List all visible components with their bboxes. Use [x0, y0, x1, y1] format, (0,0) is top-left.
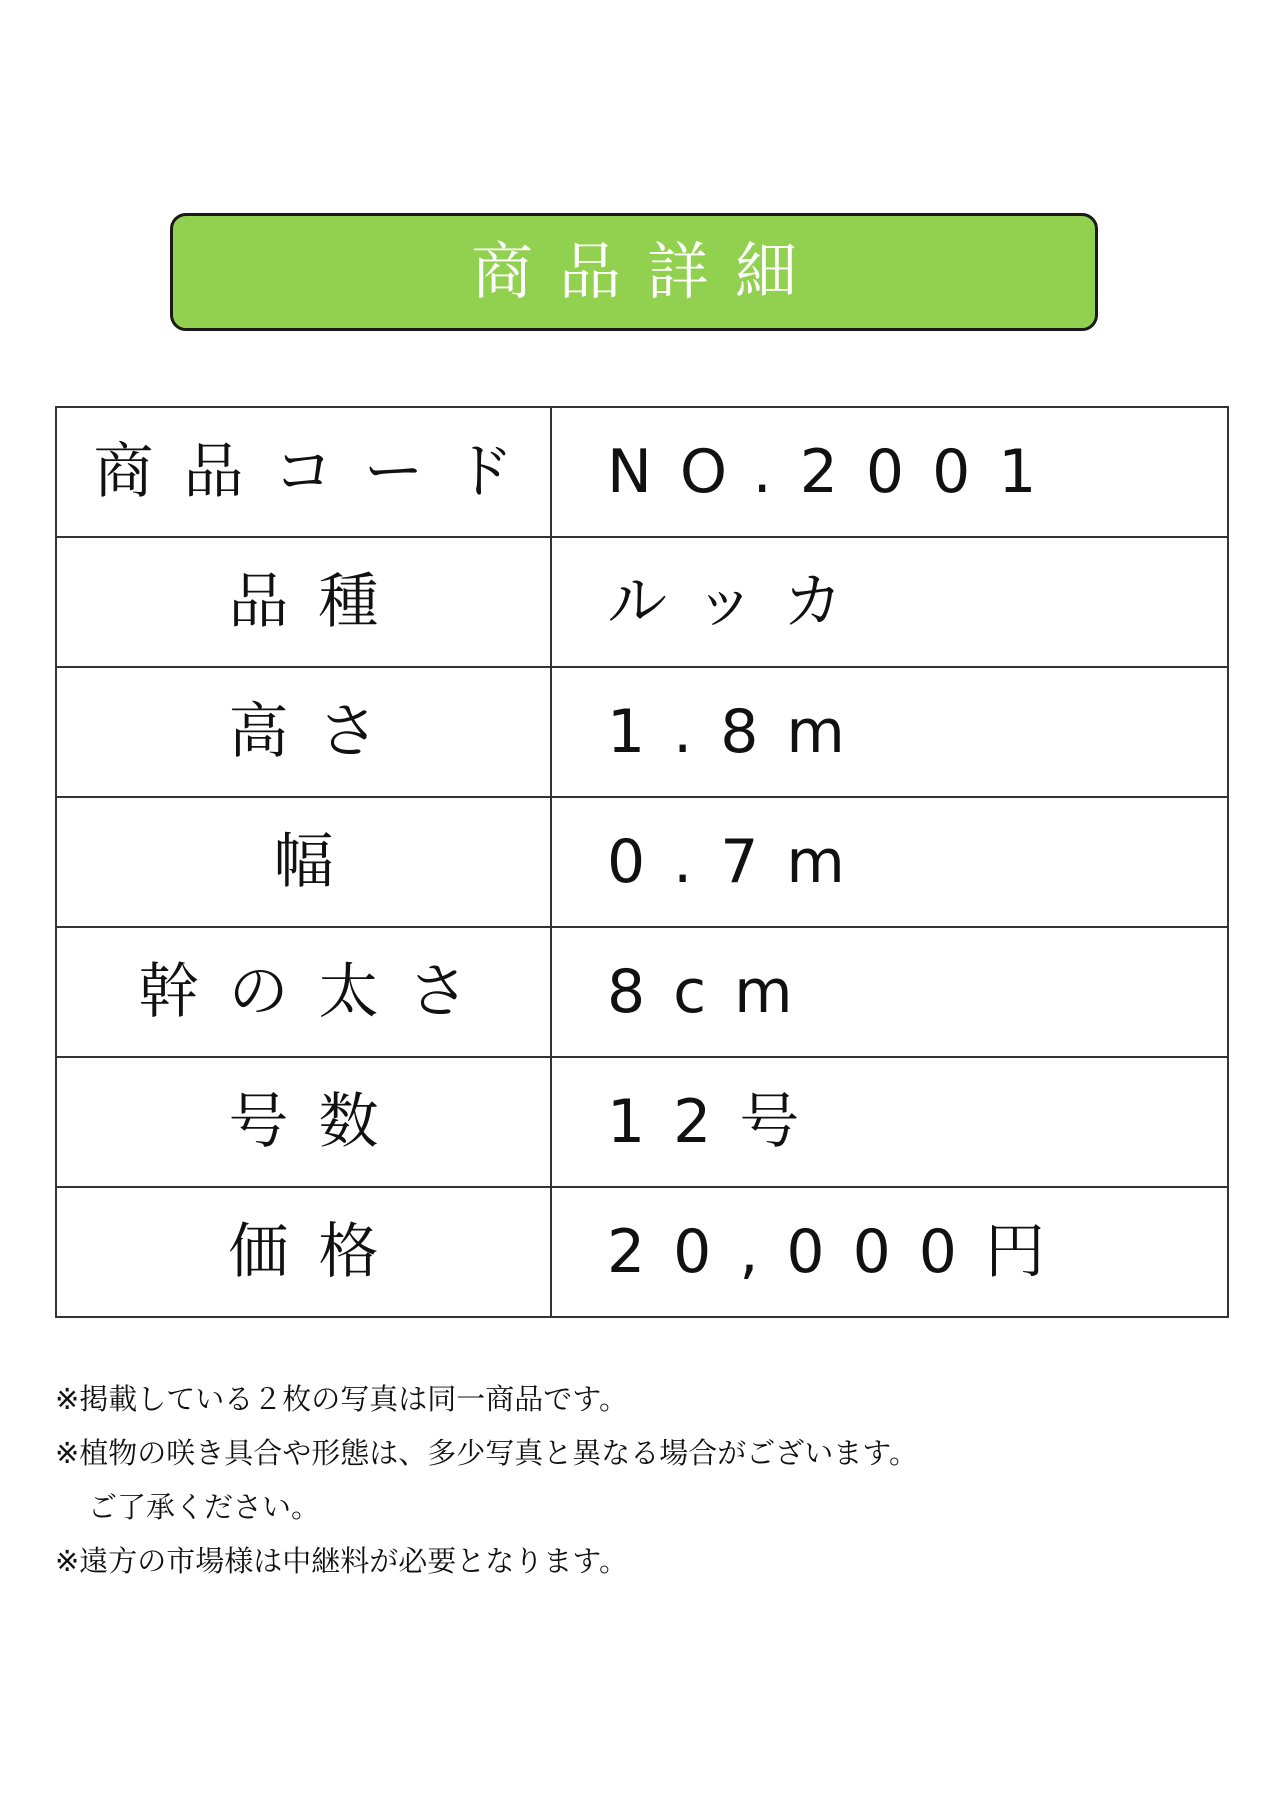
table-row-height: [56, 667, 1228, 797]
table-row-trunk-thickness: [56, 927, 1228, 1057]
row-value: 1.8m: [551, 667, 1228, 797]
title-banner: [170, 213, 1098, 331]
row-label: 高さ: [56, 667, 551, 797]
row-label: 幅: [56, 797, 551, 927]
row-value: ルッカ: [551, 537, 1228, 667]
table-row-price: [56, 1187, 1228, 1317]
table-row-product-code: [56, 407, 1228, 537]
row-value: 12号: [551, 1057, 1228, 1187]
row-label: 幹の太さ: [56, 927, 551, 1057]
row-label: 価格: [56, 1187, 551, 1317]
note-line: ※遠方の市場様は中継料が必要となります。: [55, 1543, 628, 1578]
row-value: NO.2001: [551, 407, 1228, 537]
table-row-variety: [56, 537, 1228, 667]
note-line: ※掲載している２枚の写真は同一商品です。: [55, 1381, 628, 1416]
table-row-width: [56, 797, 1228, 927]
row-value: 8cm: [551, 927, 1228, 1057]
table-row-pot-size: [56, 1057, 1228, 1187]
row-label: 商品コード: [56, 407, 551, 537]
page-title: 商品詳細: [470, 235, 823, 308]
row-value: 20,000円: [551, 1187, 1228, 1317]
note-line: ※植物の咲き具合や形態は、多少写真と異なる場合がございます。: [55, 1435, 918, 1470]
row-value: 0.7m: [551, 797, 1228, 927]
note-line: ご了承ください。: [88, 1489, 321, 1524]
row-label: 号数: [56, 1057, 551, 1187]
notes-section: [55, 1372, 1227, 1588]
product-spec-table: [55, 406, 1229, 1318]
row-label: 品種: [56, 537, 551, 667]
